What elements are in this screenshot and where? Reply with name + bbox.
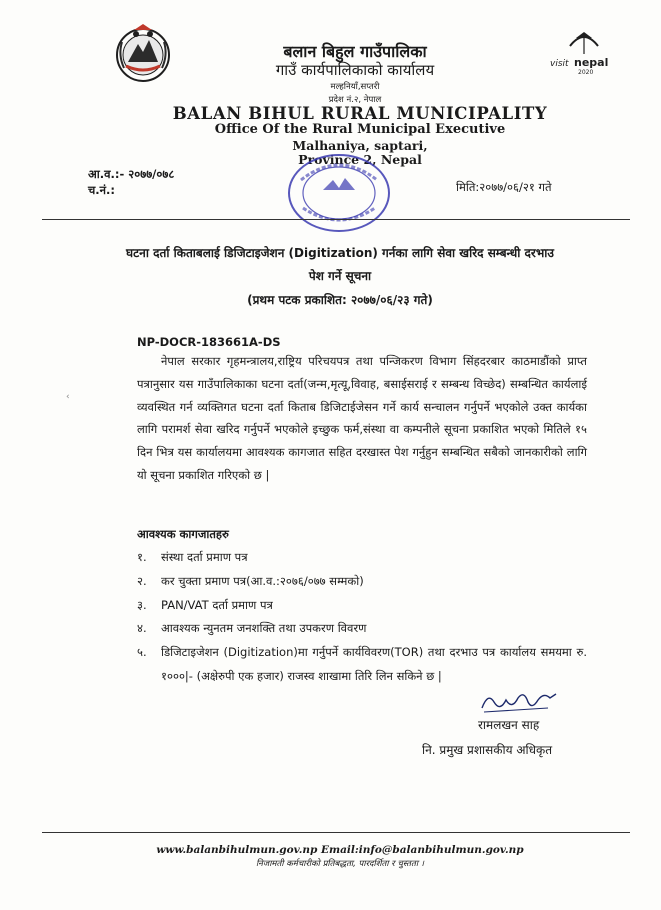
notice-body: नेपाल सरकार गृहमन्त्रालय,राष्ट्रिय परिचयपत्र तथा पन्जिकरण विभाग सिंहदरबार काठमाडौंको प्राप्त पत्रानुसार यस गाउँपालिकाका घटना दर्ता(जन्म,मृत्यू,विवाह, बसाईसराई र सम्बन्ध विच्छेद) सम्बन्धित कार्यलाई व्यवस्थित गर्न व्यक्तिगत घटना दर्ता किताब डिजिटाईजेसन गर्ने कार्य सन्चालन गर्नुपर्ने भएकोले उक्त कार्यका लागि परामर्श सेवा खरिद गर्नुपर्ने भएकोले इच्छुक फर्म,संस्था वा कम्पनीले सूचना प्रकाशित भएको मितिले १५ दिन भित्र यस कार्यालयमा आवश्यक कागजात सहित दरखास्त पेश गर्नुहुन सम्बन्धित सबैको जानकारीको लागि यो सूचना प्रकाशित गरिएको छ | xyxy=(137,354,587,482)
signature-icon xyxy=(478,688,560,716)
signatory-name: रामलखन साह xyxy=(478,718,540,732)
notice-publication-date: (प्रथम पटक प्रकाशित: २०७७/०६/२३ गते) xyxy=(247,293,433,307)
municipality-name-en: BALAN BIHUL RURAL MUNICIPALITY xyxy=(172,104,548,123)
svg-text:2020: 2020 xyxy=(578,69,594,76)
margin-mark: ‹ xyxy=(66,392,70,402)
notice-title-line2: पेश गर्ने सूचना xyxy=(308,269,372,283)
list-number: ५. xyxy=(137,645,147,660)
nepal-emblem-icon xyxy=(112,22,174,84)
footer-contact: www.balanbihulmun.gov.np Email:info@balanbihulmun.gov.np xyxy=(156,844,524,856)
notice-title: घटना दर्ता किताबलाई डिजिटाइजेशन (Digitization) गर्नका लागि सेवा खरिद सम्बन्धी दरभाउ xyxy=(126,246,554,260)
footer-motto: निजामती कर्मचारीको प्रतिबद्धता, पारदर्शिता र चुस्तता । xyxy=(255,859,424,869)
list-number: १. xyxy=(137,550,147,564)
fiscal-year: आ.व.:- २०७७/०७८ xyxy=(88,167,175,181)
list-item xyxy=(137,641,587,689)
svg-text:nepal: nepal xyxy=(574,56,609,69)
issue-date: मिति:२०७७/०६/२१ गते xyxy=(456,180,552,194)
list-item xyxy=(137,546,587,570)
office-name-en: Office Of the Rural Municipal Executive xyxy=(214,122,506,137)
list-text: संस्था दर्ता प्रमाण पत्र xyxy=(161,550,248,564)
list-text: कर चुक्ता प्रमाण पत्र(आ.व.:२०७६/०७७ सम्मको) xyxy=(161,573,364,588)
visit-nepal-logo xyxy=(548,24,622,76)
list-number: २. xyxy=(137,573,147,588)
footer-divider xyxy=(42,832,630,833)
list-number: ४. xyxy=(137,621,147,636)
required-documents-heading: आवश्यक कागजातहरु xyxy=(137,527,229,541)
required-documents-list xyxy=(137,546,587,689)
office-name-np: गाउँ कार्यपालिकाको कार्यालय xyxy=(275,61,435,79)
address-np-line2: प्रदेश नं.२, नेपाल xyxy=(328,95,382,105)
list-text: डिजिटाइजेशन (Digitization)मा गर्नुपर्ने कार्यविवरण(TOR) तथा दरभाउ पत्र कार्यालय समयमा रु. १०००|- (अक्षेरुपी एक हजार) राजस्व शाखामा तिरि लिन सकिने छ | xyxy=(161,645,587,683)
official-stamp-icon xyxy=(283,150,395,236)
list-item xyxy=(137,594,587,618)
list-number: ३. xyxy=(137,597,147,612)
list-text: आवश्यक न्युनतम जनशक्ति तथा उपकरण विवरण xyxy=(161,621,367,636)
visit-nepal-icon xyxy=(548,24,622,76)
reference-number: च.नं.: xyxy=(88,183,116,197)
svg-text:visit: visit xyxy=(550,59,569,69)
address-en-line2: Province 2, Nepal xyxy=(298,152,422,167)
municipality-name-np: बलान बिहुल गाउँपालिका xyxy=(283,42,427,61)
address-np-line1: मल्हनियाँ,सप्तरी xyxy=(330,82,380,92)
list-text: PAN/VAT दर्ता प्रमाण पत्र xyxy=(161,597,273,612)
list-item xyxy=(137,570,587,594)
address-en-line1: Malhaniya, saptari, xyxy=(292,138,428,153)
notice-reference-code: NP-DOCR-183661A-DS xyxy=(137,335,281,349)
list-item xyxy=(137,617,587,641)
header-divider xyxy=(42,219,630,220)
signatory-designation: नि. प्रमुख प्रशासकीय अधिकृत xyxy=(422,743,553,757)
